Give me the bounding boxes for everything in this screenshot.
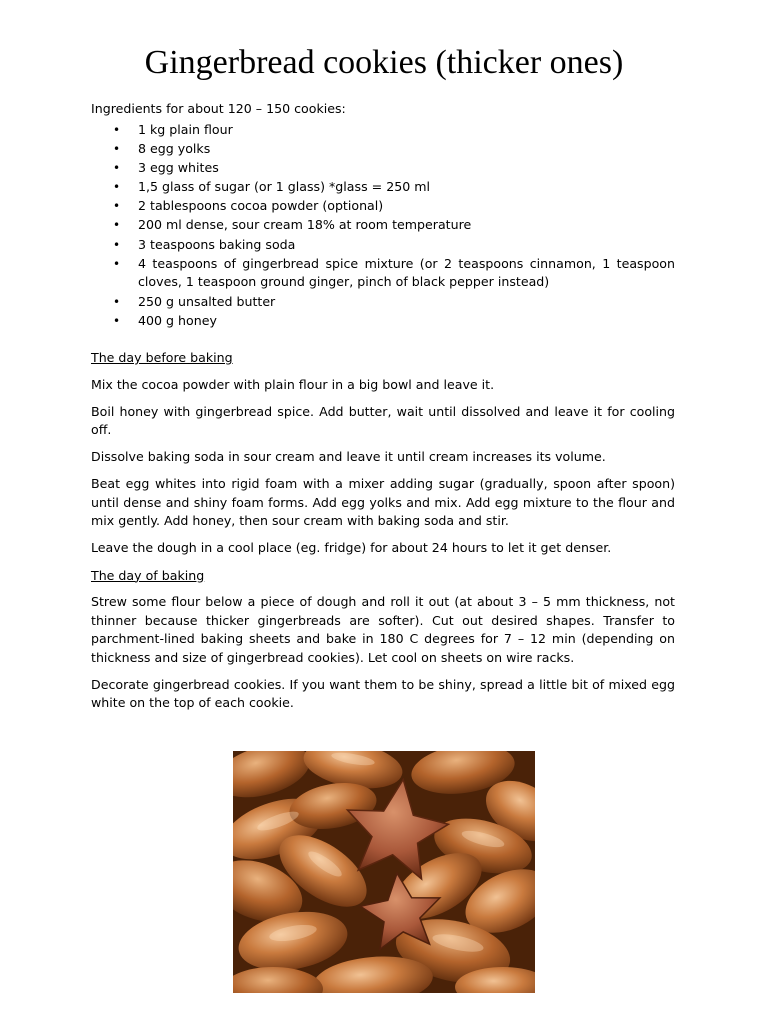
document-title: Gingerbread cookies (thicker ones) (144, 44, 624, 81)
document-body (91, 100, 675, 721)
ingredient-item (91, 216, 675, 235)
ingredient-text: 250 g unsalted butter (138, 293, 276, 309)
ingredient-item (91, 159, 675, 178)
bullet-icon: • (113, 141, 121, 156)
paragraph-day-of: Strew some flour below a piece of dough and roll it out (at about 3 – 5 mm thickness, not thinner because thicker gingerbreads are softer). Cut out desired shapes. Transfer to parchment-lined baking sheets and bake in 180 C degrees for 7 – 12 min (depending on thickness and size of gingerbread cookies). Let cool on sheets on wire racks. (91, 594, 675, 665)
paragraph-day-before: Boil honey with gingerbread spice. Add butter, wait until dissolved and leave it for cooling off. (91, 403, 675, 438)
paragraph-day-before: Leave the dough in a cool place (eg. fridge) for about 24 hours to let it get denser. (91, 540, 612, 556)
ingredient-text: 3 egg whites (138, 159, 219, 175)
ingredient-text: 1,5 glass of sugar (or 1 glass) *glass = 250 ml (138, 179, 431, 195)
ingredient-item (91, 312, 675, 331)
ingredient-item (91, 236, 675, 255)
paragraph-day-before: Mix the cocoa powder with plain flour in a big bowl and leave it. (91, 376, 495, 392)
heading-day-before: The day before baking (91, 350, 233, 366)
ingredient-text: 1 kg plain flour (138, 121, 233, 137)
ingredient-item (91, 121, 675, 140)
bullet-icon: • (113, 180, 121, 195)
paragraph-day-before: Beat egg whites into rigid foam with a mixer adding sugar (gradually, spoon after spoon) until dense and shiny foam forms. Add egg yolks and mix. Add egg mixture to the flour and mix gently. Add honey, then sour cream with baking soda and stir. (91, 476, 675, 529)
bullet-icon: • (113, 122, 121, 137)
ingredient-text: 400 g honey (138, 312, 217, 328)
bullet-icon: • (113, 256, 121, 271)
ingredient-text: 4 teaspoons of gingerbread spice mixture (or 2 teaspoons cinnamon, 1 teaspoon cloves, 1 teaspoon ground ginger, pinch of black pepper instead) (138, 255, 675, 290)
ingredient-item (91, 140, 675, 159)
ingredient-text: 3 teaspoons baking soda (138, 236, 296, 252)
bullet-icon: • (113, 218, 121, 233)
ingredients-list (91, 121, 675, 331)
ingredient-text: 2 tablespoons cocoa powder (optional) (138, 198, 384, 214)
ingredient-text: 200 ml dense, sour cream 18% at room temperature (138, 217, 472, 233)
ingredient-item (91, 293, 675, 312)
paragraph-day-of: Decorate gingerbread cookies. If you want them to be shiny, spread a little bit of mixed egg white on the top of each cookie. (91, 676, 675, 711)
cookies-illustration (233, 751, 535, 993)
ingredient-item (91, 178, 675, 197)
paragraph-day-before: Dissolve baking soda in sour cream and leave it until cream increases its volume. (91, 449, 606, 465)
ingredient-text: 8 egg yolks (138, 140, 211, 156)
ingredient-item (91, 255, 675, 292)
bullet-icon: • (113, 237, 121, 252)
ingredient-item (91, 197, 675, 216)
bullet-icon: • (113, 294, 121, 309)
bullet-icon: • (113, 199, 121, 214)
bullet-icon: • (113, 313, 121, 328)
gingerbread-cookies-photo (233, 751, 535, 993)
heading-day-of: The day of baking (91, 567, 205, 583)
bullet-icon: • (113, 160, 121, 175)
ingredients-intro: Ingredients for about 120 – 150 cookies: (91, 101, 346, 116)
